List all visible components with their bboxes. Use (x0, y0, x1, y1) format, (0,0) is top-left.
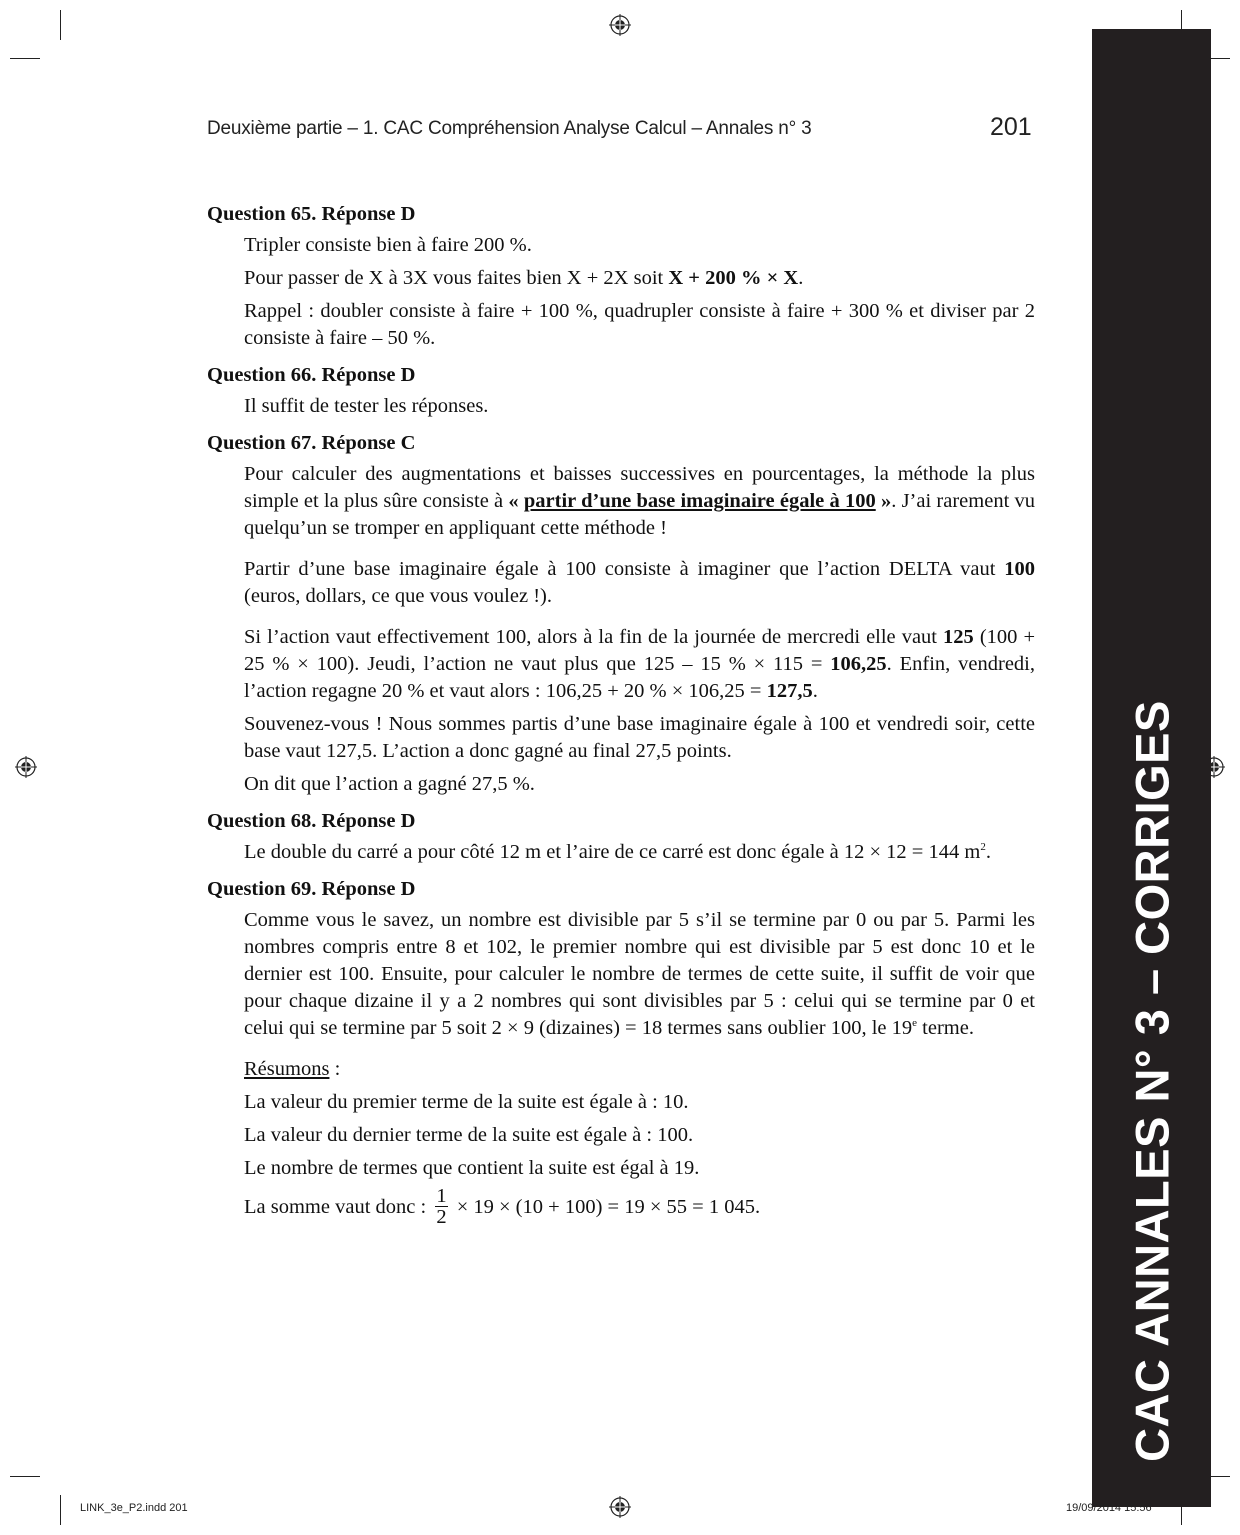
question-heading: Question 66. Réponse D (207, 364, 416, 386)
crop-mark (10, 1476, 40, 1477)
sum-formula: La somme vaut donc : $\frac{1}{2}$ × 19 × (10 + 100) = 19 × 55 = 1 045. (244, 1185, 761, 1228)
print-slug-file: LINK_3e_P2.indd 201 (80, 1502, 188, 1514)
question-heading: Question 68. Réponse D (207, 810, 416, 832)
question-65 (207, 201, 1035, 352)
paragraph: Pour passer de X à 3X vous faites bien X + 2X soit X + 200 % × X. (244, 267, 804, 289)
question-heading: Question 67. Réponse C (207, 432, 416, 454)
paragraph: On dit que l’action a gagné 27,5 %. (244, 773, 535, 795)
registration-mark-icon (15, 756, 37, 778)
paragraph: Si l’action vaut effectivement 100, alors à la fin de la journée de mercredi elle vaut 125 (100 + 25 % × 100). Jeudi, l’action ne vaut plus que 125 – 15 % × 115 = 106,25. Enfin, vendredi, l’action regagne 20 % et vaut alors : 106,25 + 20 % × 106,25 = 127,5. (244, 626, 1035, 702)
question-69 (207, 876, 1035, 1229)
paragraph: Partir d’une base imaginaire égale à 100 consiste à imaginer que l’action DELTA vaut 100 (euros, dollars, ce que vous voulez !). (244, 558, 1035, 607)
paragraph: Rappel : doubler consiste à faire + 100 %, quadrupler consiste à faire + 300 % et diviser par 2 consiste à faire – 50 %. (244, 300, 1035, 349)
running-head: Deuxième partie – 1. CAC Compréhension Analyse Calcul – Annales n° 3 (207, 118, 812, 139)
paragraph: Le double du carré a pour côté 12 m et l’aire de ce carré est donc égale à 12 × 12 = 144 $m^2$. (244, 841, 991, 863)
paragraph: Tripler consiste bien à faire 200 %. (244, 234, 532, 256)
page-number: 201 (990, 113, 1032, 141)
paragraph: Souvenez-vous ! Nous sommes partis d’une base imaginaire égale à 100 et vendredi soir, cette base vaut 127,5. L’action a donc gagné au final 27,5 points. (244, 713, 1035, 762)
summary-line: La valeur du dernier terme de la suite est égale à : 100. (244, 1124, 694, 1146)
question-66 (207, 362, 1035, 420)
summary-line: La valeur du premier terme de la suite est égale à : 10. (244, 1091, 689, 1113)
crop-mark (60, 1495, 61, 1525)
side-tab-label: CAC ANNALES N° 3 – CORRIGES (1125, 700, 1178, 1462)
print-slug-date: 19/09/2014 15:56 (1066, 1502, 1152, 1514)
section-side-tab (1092, 29, 1211, 1507)
crop-mark (60, 10, 61, 40)
question-67 (207, 430, 1035, 798)
fraction: $\frac{1}{2}$ (436, 1185, 447, 1228)
registration-mark-icon (609, 1496, 631, 1518)
key-method-underlined: partir d’une base imaginaire égale à 100 (523, 490, 876, 512)
summary-line: Le nombre de termes que contient la suite est égal à 19. (244, 1157, 700, 1179)
question-68 (207, 808, 1035, 866)
paragraph: Pour calculer des augmentations et baisses successives en pourcentages, la méthode la plus simple et la plus sûre consiste à « partir d’une base imaginaire égale à 100 ». J’ai rarement vu quelqu’un se tromper en appliquant cette méthode ! (244, 463, 1035, 539)
question-heading: Question 65. Réponse D (207, 203, 416, 225)
paragraph: Il suffit de tester les réponses. (244, 395, 489, 417)
question-heading: Question 69. Réponse D (207, 878, 416, 900)
registration-mark-icon (609, 14, 631, 36)
summary-heading: Résumons : (244, 1058, 341, 1080)
crop-mark (10, 58, 40, 59)
paragraph: Comme vous le savez, un nombre est divisible par 5 s’il se termine par 0 ou par 5. Parmi les nombres compris entre 8 et 102, le premier nombre qui est divisible par 5 est donc 10 et le dernier est 100. Ensuite, pour calculer le nombre de termes de cette suite, il suffit de voir que pour chaque dizaine il y a 2 nombres qui sont divisibles par 5 : celui qui se termine par 0 et celui qui se termine par 5 soit 2 × 9 (dizaines) = 18 termes sans oublier 100, le 19e terme. (244, 909, 1035, 1039)
main-content (207, 201, 1035, 1239)
